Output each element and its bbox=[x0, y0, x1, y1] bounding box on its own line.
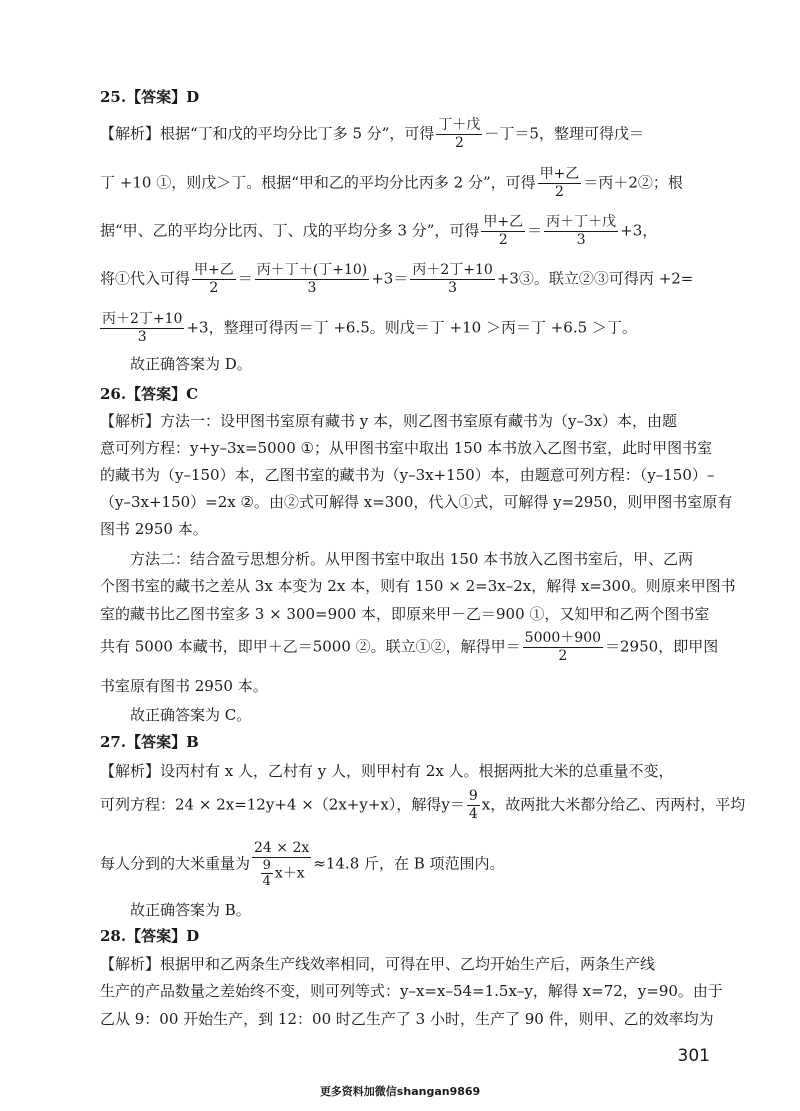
fraction bbox=[436, 117, 482, 152]
fraction bbox=[410, 262, 494, 297]
q25-text: 据“甲、乙的平均分比丙、丁、戊的平均分多 3 分”，可得 bbox=[100, 221, 480, 240]
q26-p1-line-1: 【解析】方法一：设甲图书室原有藏书 y 本，则乙图书室原有藏书为（y–3x）本，由题 bbox=[100, 412, 677, 430]
q25-text: ＝丙＋2②；根 bbox=[583, 173, 683, 192]
q27-text: ≈14.8 斤，在 B 项范围内。 bbox=[313, 854, 505, 873]
q27-text: y＝ bbox=[441, 795, 465, 814]
fraction bbox=[481, 214, 525, 249]
fraction-numerator: 9 bbox=[262, 858, 271, 873]
page-number: 301 bbox=[677, 1046, 710, 1066]
fraction-denominator: 3 bbox=[307, 280, 317, 296]
q27-text: ，故两批大米都分给乙、丙两村，平均 bbox=[490, 795, 746, 814]
q27-line-1: 【解析】设丙村有 x 人，乙村有 y 人，则甲村有 2x 人。根据两批大米的总重量不变， bbox=[100, 762, 674, 780]
fraction-numerator: 甲+乙 bbox=[539, 166, 580, 182]
q25-text: ＝ bbox=[237, 269, 253, 288]
q26-text: ＝2950，即甲图 bbox=[605, 637, 719, 656]
q26-p1-line-2: 意可列方程：y+y–3x=5000 ①；从甲图书室中取出 150 本书放入乙图书室，此时甲图书室 bbox=[100, 439, 713, 457]
q26-p2-line-3: 室的藏书比乙图书室多 3 × 300=900 本，即原来甲－乙＝900 ①，又知甲和乙两个图书室 bbox=[100, 605, 710, 623]
fraction-denominator: 3 bbox=[137, 329, 147, 345]
fraction-denominator bbox=[252, 858, 311, 889]
footer-note: 更多资料加微信shangan9869 bbox=[319, 1085, 481, 1098]
q25-answer-label: 25.【答案】D bbox=[100, 88, 200, 106]
fraction-numerator: 丙＋2丁+10 bbox=[412, 262, 493, 278]
q27-text: 每人分到的大米重量为 bbox=[100, 854, 251, 873]
q28-line-3: 乙从 9：00 开始生产，到 12：00 时乙生产了 3 小时，生产了 90 件，则甲、乙的效率均为 bbox=[100, 1010, 714, 1028]
q27-text: x＋x bbox=[274, 865, 305, 882]
q25-text: +3， bbox=[620, 221, 658, 240]
q28-line-1: 【解析】根据甲和乙两条生产线效率相同，可得在甲、乙均开始生产后，两条生产线 bbox=[100, 955, 656, 973]
fraction-denominator: 4 bbox=[262, 874, 271, 889]
fraction bbox=[523, 630, 603, 665]
q25-text: 将①代入可得 bbox=[100, 269, 191, 288]
fraction bbox=[192, 262, 236, 297]
q26-p2-line-2: 个图书室的藏书之差从 3x 本变为 2x 本，则有 150 × 2=3x–2x，解得 x=300。则原来甲图书 bbox=[100, 577, 736, 595]
q25-text: +3，整理可得丙＝丁 +6.5。则戊＝丁 +10 ＞丙＝丁 +6.5 ＞丁。 bbox=[186, 318, 637, 337]
q27-conclusion: 故正确答案为 B。 bbox=[130, 901, 251, 919]
q26-conclusion: 故正确答案为 C。 bbox=[130, 706, 252, 724]
fraction bbox=[467, 788, 480, 823]
q26-p2-line-5: 书室原有图书 2950 本。 bbox=[100, 677, 268, 695]
q25-text: 丁 +10 ①，则戊＞丁。根据“甲和乙的平均分比丙多 2 分”，可得 bbox=[100, 173, 536, 192]
fraction-numerator: 丙＋丁＋(丁+10) bbox=[256, 262, 368, 278]
fraction bbox=[255, 262, 369, 297]
q25-line-5 bbox=[100, 311, 716, 346]
q25-text: 【解析】根据“丁和戊的平均分比丁多 5 分”，可得 bbox=[100, 124, 435, 143]
q25-text: +3③。联立②③可得丙 +2= bbox=[496, 269, 694, 288]
fraction-denominator: 2 bbox=[498, 232, 508, 248]
fraction-numerator: 24 × 2x bbox=[254, 840, 310, 856]
fraction-numerator: 甲+乙 bbox=[483, 214, 524, 230]
q25-conclusion: 故正确答案为 D。 bbox=[130, 355, 252, 373]
inner-fraction bbox=[261, 858, 273, 889]
q26-answer bbox=[100, 383, 716, 405]
q25-line-4 bbox=[100, 262, 716, 297]
fraction bbox=[538, 166, 582, 201]
fraction bbox=[544, 214, 618, 249]
fraction-denominator: 2 bbox=[558, 648, 568, 664]
fraction-denominator: 2 bbox=[555, 184, 564, 200]
q28-line-2: 生产的产品数量之差始终不变，则可列等式：y–x=x–54=1.5x–y，解得 x=72，y=90。由于 bbox=[100, 982, 723, 1000]
q27-answer-label: 27.【答案】B bbox=[100, 733, 199, 751]
q25-line-2 bbox=[100, 166, 716, 201]
q26-text: 共有 5000 本藏书，即甲＋乙＝5000 ②。联立①②，解得甲＝ bbox=[100, 637, 521, 656]
q27-text: x bbox=[481, 795, 491, 814]
fraction-numerator: 甲+乙 bbox=[194, 262, 234, 278]
q26-p1-line-4: （y–3x+150）=2x ②。由②式可解得 x=300，代入①式，可解得 y=2950，则甲图书室原有 bbox=[100, 493, 733, 511]
q28-answer-label: 28.【答案】D bbox=[100, 927, 200, 945]
q27-answer bbox=[100, 731, 716, 753]
q27-line-2 bbox=[100, 788, 746, 823]
q25-answer bbox=[100, 86, 716, 108]
q25-text: ＝ bbox=[527, 221, 543, 240]
q26-p1-line-5: 图书 2950 本。 bbox=[100, 520, 208, 538]
fraction-numerator: 5000＋900 bbox=[524, 630, 602, 646]
fraction bbox=[100, 311, 184, 346]
fraction-numerator: 9 bbox=[468, 788, 478, 804]
fraction-numerator: 丙＋2丁+10 bbox=[102, 311, 183, 327]
q26-p1-line-3: 的藏书为（y–150）本，乙图书室的藏书为（y–3x+150）本，由题意可列方程：（y–150）– bbox=[100, 466, 715, 484]
q28-answer bbox=[100, 925, 716, 947]
q27-text: 可列方程：24 × 2x=12y+4 ×（2x+y+x），解得 bbox=[100, 795, 442, 814]
nested-fraction bbox=[252, 840, 311, 889]
q27-line-3 bbox=[100, 840, 716, 889]
q26-p2-line-4 bbox=[100, 630, 719, 665]
q25-text: +3＝ bbox=[371, 269, 409, 288]
fraction-numerator: 丙＋丁＋戊 bbox=[546, 214, 617, 230]
fraction-denominator: 2 bbox=[454, 135, 464, 151]
q25-line-1 bbox=[100, 117, 716, 152]
q25-text: －丁＝5，整理可得戊＝ bbox=[484, 124, 644, 143]
fraction-denominator: 3 bbox=[576, 232, 586, 248]
q26-answer-label: 26.【答案】C bbox=[100, 385, 199, 403]
fraction-denominator: 4 bbox=[468, 806, 478, 822]
q26-p2-line-1: 方法二：结合盈亏思想分析。从甲图书室中取出 150 本书放入乙图书室后，甲、乙两 bbox=[130, 550, 694, 568]
fraction-denominator: 3 bbox=[448, 280, 458, 296]
fraction-numerator: 丁＋戊 bbox=[438, 117, 481, 133]
q25-line-3 bbox=[100, 214, 716, 249]
fraction-denominator: 2 bbox=[209, 280, 219, 296]
